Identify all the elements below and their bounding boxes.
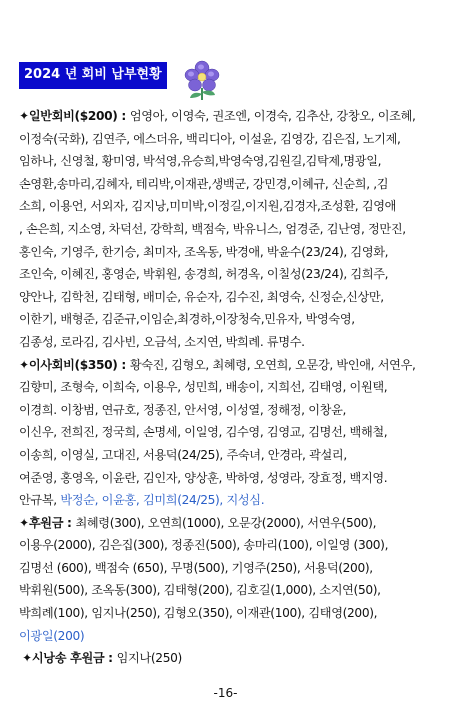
general-line: 양안나, 김학천, 김태형, 배미순, 유순자, 김수진, 최영숙, 신정순,신상만,	[19, 289, 384, 304]
general-line: 이한기, 배형준, 김준규,이임순,최경하,이장청숙,민유자, 박영숙영,	[19, 312, 355, 327]
sponsor-heading: ✦후원금 :	[19, 515, 76, 530]
general-line: 임하나, 신영철, 황미영, 박석영,유승희,박영숙영,김원길,김탁제,명광일,	[19, 154, 382, 169]
general-line: 소희, 이용언, 서외자, 김지낭,미미박,이정길,이지원,김경자,조성환, 김영애	[19, 199, 397, 214]
director-last-highlight: 박정순, 이윤홍, 김미희(24/25), 지성심.	[60, 493, 265, 508]
sponsor-text: 최혜령(300), 오연희(1000), 오문강(2000), 서연우(500),	[75, 515, 377, 530]
sponsor-line: 김명선 (600), 백점숙 (650), 무명(500), 기영주(250), 서용덕(200),	[19, 560, 373, 575]
general-line: 김종성, 로라김, 김사빈, 오금석, 소지연, 박희례. 류명수.	[19, 334, 305, 349]
general-line: 이정숙(국화), 김연주, 에스더유, 백리디아, 이설윤, 김영강, 김은집, 노기제,	[19, 131, 401, 146]
sponsor-line: 박희례(100), 임지나(250), 김형오(350), 이재관(100), 김태영(200),	[19, 606, 378, 621]
sponsor-line: 이용우(2000), 김은집(300), 정종진(500), 송마리(100), 이일영 (300),	[19, 538, 389, 553]
sponsor-line-last	[19, 625, 445, 648]
director-text: 황숙진, 김형오, 최혜령, 오연희, 오문강, 박인애, 서연우,	[129, 357, 416, 372]
director-line-last	[19, 489, 445, 512]
award-text: 임지나(250)	[116, 651, 182, 666]
award-heading: ✦시낭송 후원금 :	[22, 651, 117, 666]
title-row	[19, 60, 167, 90]
sponsor-line: 박휘원(500), 조옥동(300), 김태형(200), 김호길(1,000), 소지연(50),	[19, 583, 381, 598]
award-line	[19, 647, 445, 670]
sponsor-line-1	[19, 512, 445, 535]
director-line: 이송희, 이영실, 고대진, 서용덕(24/25), 주숙녀, 안경라, 곽설리,	[19, 447, 347, 462]
general-line-1	[19, 105, 445, 128]
sponsor-last-highlight: 이광일(200)	[19, 628, 85, 643]
general-line: 손영환,송마리,김혜자, 테리박,이재관,생백군, 강민경,이혜규, 신순희, ,김	[19, 176, 389, 191]
director-line-1	[19, 354, 445, 377]
page-title: 2024 년 회비 납부현황	[19, 62, 167, 89]
general-line: 홍인숙, 기영주, 한기승, 최미자, 조옥동, 박경애, 박윤수(23/24), 김영화,	[19, 244, 389, 259]
flower-icon	[181, 58, 223, 102]
general-line: 조인숙, 이혜진, 홍영순, 박휘원, 송경희, 허경옥, 이칠성(23/24), 김희주,	[19, 267, 389, 282]
page-number: -16-	[213, 686, 238, 700]
dues-content	[19, 105, 445, 670]
director-last-plain: 안규복,	[19, 493, 61, 508]
director-line: 김향미, 조형숙, 이희숙, 이용우, 성민희, 배송이, 지희선, 김태영, 이원택,	[19, 380, 388, 395]
general-text: 엄영아, 이영숙, 권조엔, 이경숙, 김추산, 강창오, 이조혜,	[129, 109, 416, 123]
director-line: 여준영, 홍영옥, 이윤란, 김인자, 양상훈, 박하영, 성영라, 장효정, 백지영.	[19, 470, 388, 485]
general-heading: ✦일반회비($200) :	[19, 109, 130, 123]
director-line: 이신우, 전희진, 정국희, 손명세, 이일영, 김수영, 김영교, 김명선, 백해철,	[19, 425, 388, 440]
general-line: , 손은희, 지소영, 차덕선, 강학희, 백점숙, 박유니스, 엄경준, 김난영, 정만진,	[19, 221, 406, 236]
director-line: 이경희. 이창범, 연규호, 정종진, 안서영, 이성열, 정해정, 이창윤,	[19, 402, 347, 417]
director-heading: ✦이사회비($350) :	[19, 357, 130, 372]
